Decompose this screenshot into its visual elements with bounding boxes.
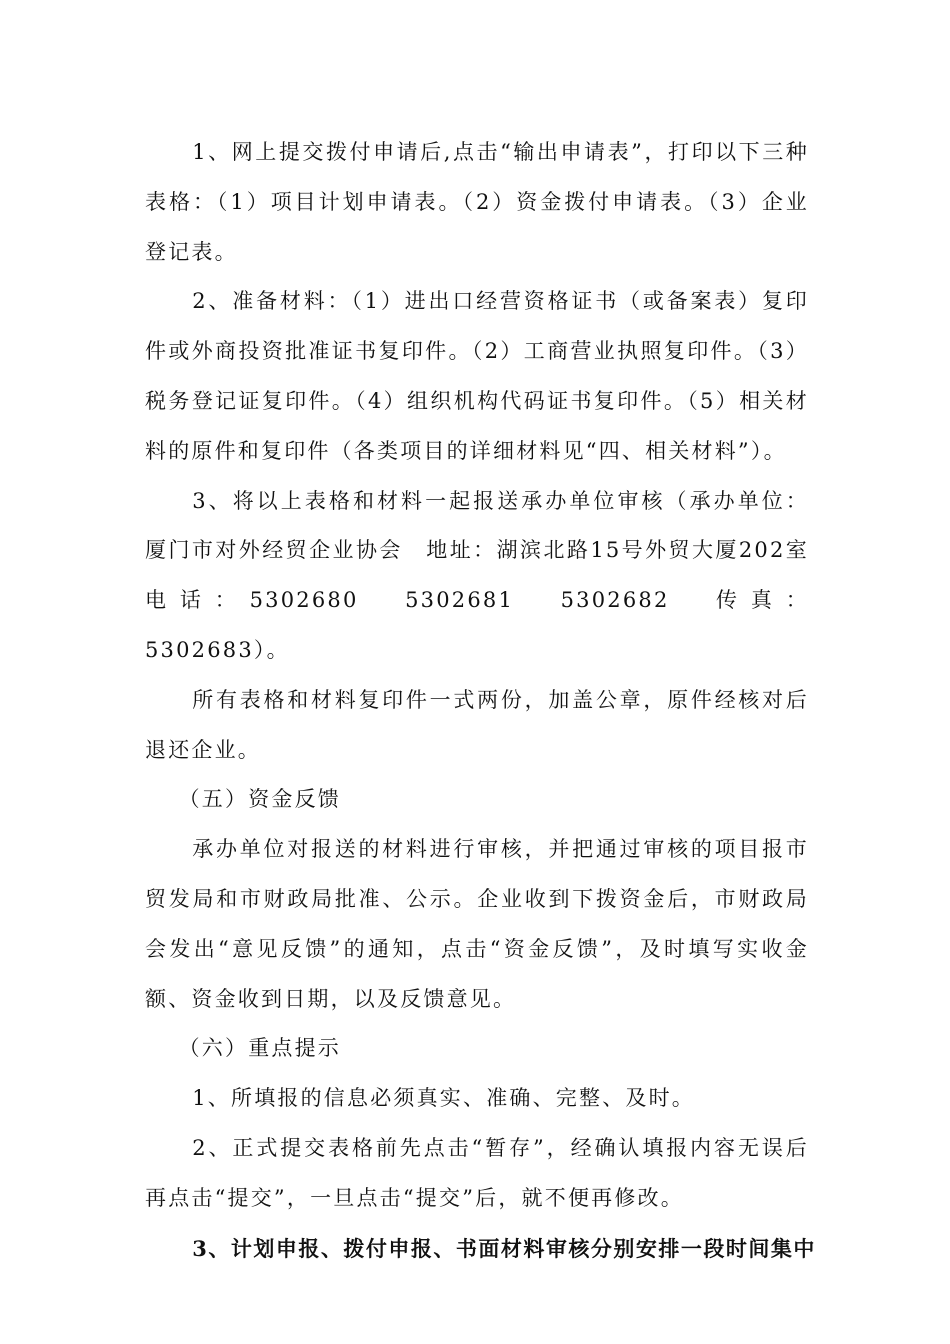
paragraph-prepare-materials: 2、准备材料：（1）进出口经营资格证书（或备案表）复印件或外商投资批准证书复印件。（2）工商营业执照复印件。（3）税务登记证复印件。（4）组织机构代码证书复印件。（5）相关材料的原件和复印件（各类项目的详细材料见“四、相关材料”）。 — [145, 289, 809, 463]
paragraph-tip-3: 3、计划申报、拨付申报、书面材料审核分别安排一段时间集中 — [192, 1235, 816, 1261]
document-body — [145, 128, 833, 1273]
paragraph-fund-feedback: 承办单位对报送的材料进行审核，并把通过审核的项目报市贸发局和市财政局批准、公示。企业收到下拨资金后，市财政局会发出“意见反馈”的通知，点击“资金反馈”，及时填写实收金额、资金收到日期，以及反馈意见。 — [145, 837, 809, 1011]
section-heading-fund-feedback: （五）资金反馈 — [178, 787, 341, 812]
paragraph-copies-note: 所有表格和材料复印件一式两份，加盖公章，原件经核对后退还企业。 — [145, 687, 809, 762]
section-heading-key-tips: （六）重点提示 — [178, 1036, 341, 1061]
paragraph-tip-1: 1、所填报的信息必须真实、准确、完整、及时。 — [192, 1086, 696, 1111]
paragraph-print-forms: 1、网上提交拨付申请后,点击“输出申请表”，打印以下三种表格：（1）项目计划申请表。（2）资金拨付申请表。（3）企业登记表。 — [145, 140, 809, 264]
paragraph-tip-2: 2、正式提交表格前先点击“暂存”，经确认填报内容无误后再点击“提交”，一旦点击“提交”后，就不便再修改。 — [145, 1135, 809, 1210]
paragraph-submit-for-review: 3、将以上表格和材料一起报送承办单位审核（承办单位：厦门市对外经贸企业协会 地址：湖滨北路15号外贸大厦202室 电话：5302680 5302681 5302682 传真：5302683）。 — [145, 488, 833, 662]
